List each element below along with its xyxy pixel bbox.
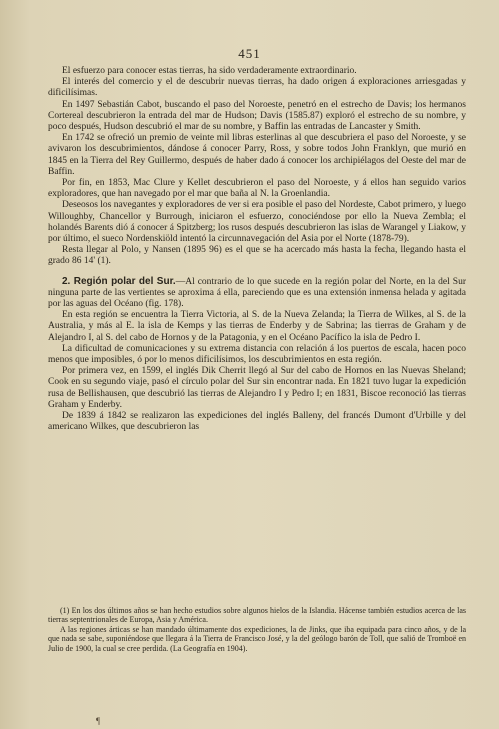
paragraph: El interés del comercio y el de descubrir nuevas tierras, ha dado origen á exploraciones arriesgadas y dificilísimas. xyxy=(48,77,466,99)
section-south-polar xyxy=(48,276,466,434)
paragraph: En 1497 Sebastián Cabot, buscando el paso del Noroeste, penetró en el estrecho de Davis; los hermanos Cortereal descubrieron la entrada del mar de Hudson; Davis (1585.87) exploró el estrecho de su nombre, y poco después, Hudson descubrió el mar de su nombre, y Baffin las entradas de Lancaster y Smith. xyxy=(48,99,466,133)
paragraph: Por fin, en 1853, Mac Clure y Kellet descubrieron el paso del Noroeste, y á ellos han seguido varios exploradores, que han navegado por el mar que baña al N. la Groenlandia. xyxy=(48,178,466,200)
paragraph: De 1839 á 1842 se realizaron las expediciones del inglés Balleny, del francés Dumont d'Urbille y del americano Wilkes, que descubrieron las xyxy=(48,411,466,433)
paragraph: Por primera vez, en 1599, el inglés Dik Cherrit llegó al Sur del cabo de Hornos en las Nuevas Sheland; Cook en su segundo viaje, pasó el círculo polar del Sur sin encontrar nada. En 1821 tuvo lugar la expedición rusa de Bellishausen, que descubrió las tierras de Alejandro I y Pedro I; en 1831, Biscoe reconoció las tierras Graham y Enderby. xyxy=(48,366,466,410)
page-number: 451 xyxy=(238,46,261,61)
footnote: A las regiones árticas se han mandado últimamente dos expediciones, la de Jinks, que iba equipada para cinco años, y de la que nada se sabe, suponiéndose que llegara á la Tierra de Francisco José, y la del geólogo barón de Toll, que salió de Tromboë en Julio de 1900, la cual se cree perdida. (La Geografía en 1904). xyxy=(48,624,466,653)
footnotes xyxy=(48,606,466,653)
paragraph: Resta llegar al Polo, y Nansen (1895 96) es el que se ha acercado más hasta la fecha, llegando hasta el grado 86 14' (1). xyxy=(48,245,466,267)
paragraph: En esta región se encuentra la Tierra Victoria, al S. de la Nueva Zelanda; la Tierra de Wilkes, al S. de la Australia, y más al E. la isla de Kemps y las tierras de Enderby y de Sabrina; las tierras de Graham y de Alejandro I, al S. del cabo de Hornos y de la Patagonia, y en el Océano Pacífico la isla de Pedro I. xyxy=(48,310,466,343)
paragraph: —Al contrario de lo que sucede en la región polar del Norte, en la del Sur ninguna parte de las vertientes se aproxima á ella, pareciendo que es una extensión inmensa helada y agitada por las aguas del Océano (fig. 178). xyxy=(48,276,466,310)
section-paragraph-lead xyxy=(48,276,466,311)
paragraph: Deseosos los navegantes y exploradores de ver si era posible el paso del Nordeste, Cabot primero, y luego Willoughby, Chancellor y Burrough, iniciaron el esfuerzo, conociéndose por ello la Nueva Zembla; el holandés Barents dió á conocer á Spitzberg; los rusos después descubrieron las islas de Warangel y Liakow, y por último, el sueco Nordenskiöld intentó la circunnavegación del Asia por el Norte (1878-79). xyxy=(48,200,466,245)
fold-mark: ¶ xyxy=(96,716,101,726)
body-text xyxy=(48,66,466,434)
paragraph: La dificultad de comunicaciones y su extrema distancia con relación á los puertos de escala, hacen poco menos que imposibles, ó por lo menos dificilísimos, los descubrimientos en esta región. xyxy=(48,343,466,366)
paragraph: El esfuerzo para conocer estas tierras, ha sido verdaderamente extraordinario. xyxy=(62,66,357,76)
footnote: (1) En los dos últimos años se han hecho estudios sobre algunos hielos de la Islandia. Hácense también estudios acerca de las tierras septentrionales de Europa, Asia y América. xyxy=(48,606,466,625)
section-heading: 2. Región polar del Sur. xyxy=(62,275,176,287)
paragraph: En 1742 se ofreció un premio de veinte mil libras esterlinas al que descubriera el paso del Noroeste, y se avivaron los descubrimientos, dándose á conocer Parry, Ross, y sobre todos John Franklyn, que murió en 1845 en la Tierra del Rey Guillermo, después de haber dado á conocer los archipiélagos del Oeste del mar de Baffin. xyxy=(48,133,466,177)
